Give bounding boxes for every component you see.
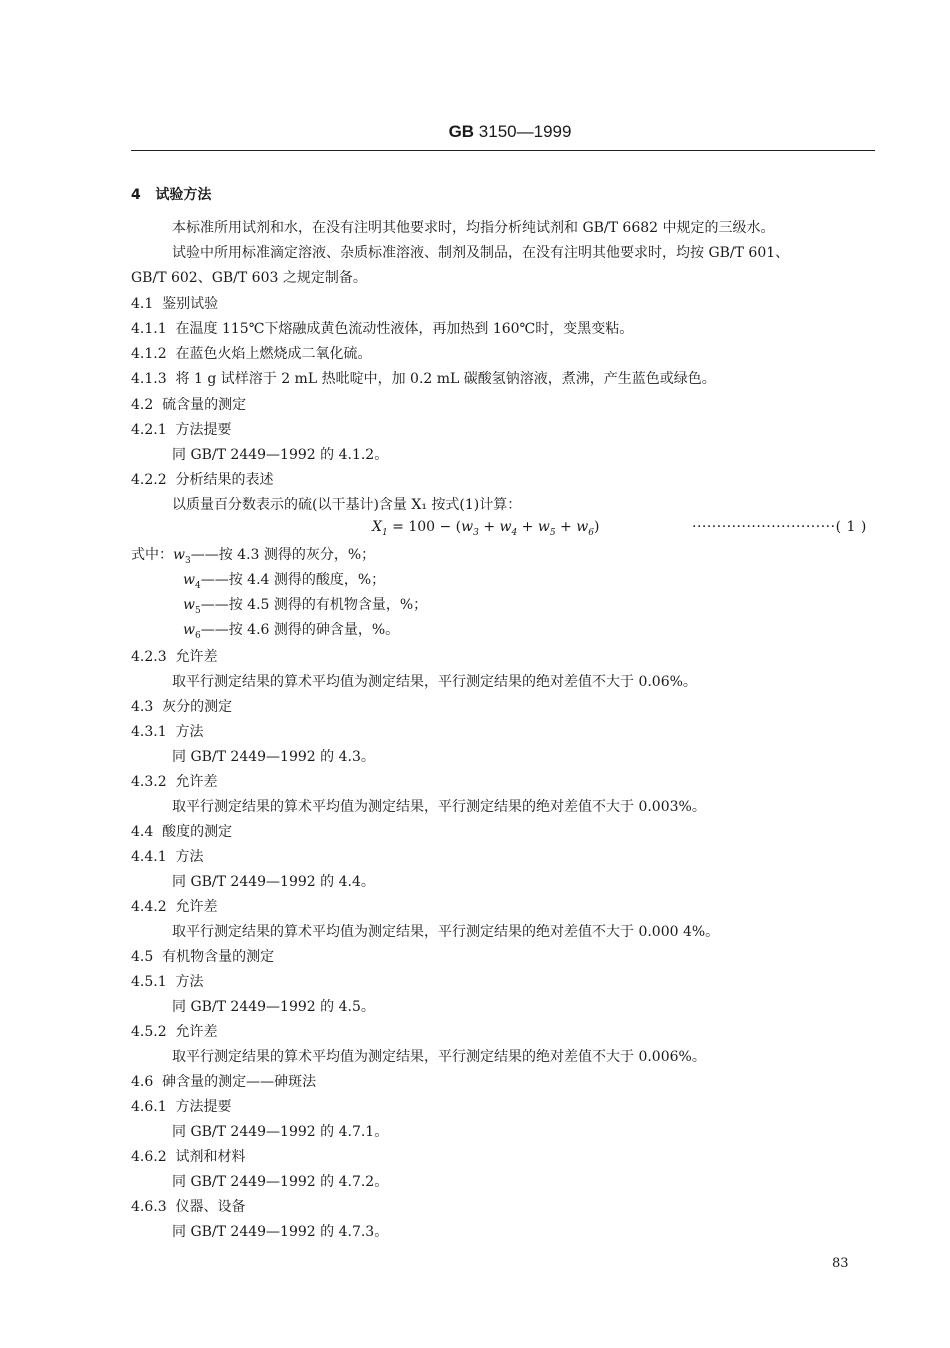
header-rule [131, 150, 875, 151]
clause-4-1-1 [131, 320, 633, 338]
heading-num: 4.3.2 [131, 774, 167, 790]
heading-title: 酸度的测定 [162, 824, 233, 840]
heading-num: 4.6.1 [131, 1099, 167, 1115]
heading-4-5-1 [131, 973, 204, 991]
section-4-heading [131, 186, 211, 204]
where-item-w5: $w_5——$按 4.5 测得的有机物含量，%； [183, 597, 428, 616]
heading-title: 方法提要 [175, 422, 232, 438]
heading-num: 4.4 [131, 824, 154, 840]
heading-title: 试剂和材料 [175, 1149, 246, 1165]
formula-w3-sub: 3 [473, 527, 479, 538]
heading-num: 4.3.1 [131, 724, 167, 740]
heading-title: 方法 [175, 974, 204, 990]
heading-title: 允许差 [175, 649, 218, 665]
formula-dots: ····························· [692, 519, 836, 535]
clause-text: 将 1 g 试样溶于 2 mL 热吡啶中，加 0.2 mL 碳酸氢钠溶液，煮沸，产生蓝色或绿色。 [175, 371, 716, 387]
formula-w5-sub: 5 [549, 527, 556, 538]
intro-line-1: 本标准所用试剂和水，在没有注明其他要求时，均指分析纯试剂和 GB/T 6682 中规定的三级水。 [172, 220, 775, 236]
intro-line-2: 试验中所用标准滴定溶液、杂质标准溶液、制剂及制品，在没有注明其他要求时，均按 GB/T 601、 [172, 245, 790, 261]
heading-4-4-2 [131, 898, 218, 916]
clause-text: 在蓝色火焰上燃烧成二氧化硫。 [175, 346, 372, 362]
heading-num: 4.2.3 [131, 649, 167, 665]
clause-4-2-2-text: 以质量百分数表示的硫(以干基计)含量 X₁ 按式(1)计算： [172, 497, 522, 513]
formula-rhs-start: = 100 − ( [387, 519, 462, 535]
heading-4-6-2 [131, 1148, 246, 1166]
heading-title: 有机物含量的测定 [162, 949, 275, 965]
clause-4-1-2 [131, 345, 372, 363]
heading-num: 4.6.3 [131, 1199, 167, 1215]
var-desc: ——按 4.6 测得的砷含量，%。 [200, 622, 400, 638]
heading-num: 4.1 [131, 296, 154, 312]
formula-leader [692, 519, 867, 535]
heading-title: 仪器、设备 [175, 1199, 246, 1215]
heading-4-2-2 [131, 471, 274, 489]
clause-num: 4.1.2 [131, 346, 167, 362]
clause-4-2-3-text: 取平行测定结果的算术平均值为测定结果，平行测定结果的绝对差值不大于 0.06%。 [172, 674, 697, 690]
heading-num: 4.4.2 [131, 899, 167, 915]
equation-number: ( 1 ) [835, 519, 867, 535]
heading-4-2-3 [131, 648, 218, 666]
heading-4-4-1 [131, 848, 204, 866]
heading-4-5 [131, 948, 274, 966]
where-item-w3: 式中：$w_3——$按 4.3 测得的灰分，%； [131, 547, 376, 566]
var-sub: 4 [194, 580, 201, 591]
heading-num: 4.5.1 [131, 974, 167, 990]
clause-4-3-1-text: 同 GB/T 2449—1992 的 4.3。 [172, 749, 375, 765]
heading-title: 灰分的测定 [162, 699, 233, 715]
heading-title: 鉴别试验 [162, 296, 219, 312]
heading-title: 砷含量的测定——砷斑法 [162, 1074, 317, 1090]
heading-4-3-2 [131, 773, 218, 791]
header-code: 3150—1999 [478, 122, 572, 141]
section-number: 4 [131, 187, 141, 203]
clause-4-4-2-text: 取平行测定结果的算术平均值为测定结果，平行测定结果的绝对差值不大于 0.000 4%。 [172, 924, 720, 940]
formula-lhs: X [372, 519, 382, 535]
var-desc: ——按 4.4 测得的酸度，%； [200, 572, 386, 588]
heading-title: 允许差 [175, 774, 218, 790]
formula-1: $X_1 = 100 - (w_3 + w_4 + w_5 + w_6)$ [372, 519, 600, 538]
heading-4-6-1 [131, 1098, 232, 1116]
clause-4-6-3-text: 同 GB/T 2449—1992 的 4.7.3。 [172, 1224, 389, 1240]
heading-4-6 [131, 1073, 316, 1091]
clause-4-3-2-text: 取平行测定结果的算术平均值为测定结果，平行测定结果的绝对差值不大于 0.003%。 [172, 799, 706, 815]
heading-4-3 [131, 698, 232, 716]
section-title: 试验方法 [155, 187, 212, 203]
formula-w4-sub: 4 [511, 527, 518, 538]
var-sub: 3 [184, 555, 191, 566]
heading-title: 方法提要 [175, 1099, 232, 1115]
heading-num: 4.6.2 [131, 1149, 167, 1165]
clause-num: 4.1.1 [131, 321, 167, 337]
heading-title: 分析结果的表述 [175, 472, 274, 488]
clause-text: 在温度 115℃下熔融成黄色流动性液体，再加热到 160℃时，变黑变粘。 [175, 321, 634, 337]
heading-4-3-1 [131, 723, 204, 741]
heading-4-4 [131, 823, 232, 841]
clause-4-6-2-text: 同 GB/T 2449—1992 的 4.7.2。 [172, 1174, 389, 1190]
clause-4-4-1-text: 同 GB/T 2449—1992 的 4.4。 [172, 874, 375, 890]
heading-4-1 [131, 295, 218, 313]
clause-4-2-1-text: 同 GB/T 2449—1992 的 4.1.2。 [172, 447, 389, 463]
heading-4-6-3 [131, 1198, 246, 1216]
heading-num: 4.5 [131, 949, 154, 965]
where-prefix: 式中： [131, 547, 173, 563]
heading-num: 4.2 [131, 397, 154, 413]
page-number: 83 [832, 1256, 849, 1271]
page-header [0, 122, 950, 142]
heading-num: 4.2.1 [131, 422, 167, 438]
formula-lhs-sub: 1 [381, 527, 388, 538]
clause-4-5-2-text: 取平行测定结果的算术平均值为测定结果，平行测定结果的绝对差值不大于 0.006%。 [172, 1049, 706, 1065]
heading-4-2 [131, 396, 246, 414]
clause-4-6-1-text: 同 GB/T 2449—1992 的 4.7.1。 [172, 1124, 389, 1140]
heading-num: 4.3 [131, 699, 154, 715]
var-desc: ——按 4.5 测得的有机物含量，%； [200, 597, 428, 613]
intro-line-3: GB/T 602、GB/T 603 之规定制备。 [131, 270, 367, 286]
heading-4-5-2 [131, 1023, 218, 1041]
var-desc: ——按 4.3 测得的灰分，%； [190, 547, 376, 563]
where-item-w6: $w_6——$按 4.6 测得的砷含量，%。 [183, 622, 400, 641]
header-prefix: GB [448, 122, 475, 141]
formula-w6-sub: 6 [588, 527, 594, 538]
clause-4-5-1-text: 同 GB/T 2449—1992 的 4.5。 [172, 999, 375, 1015]
heading-num: 4.6 [131, 1074, 154, 1090]
heading-title: 允许差 [175, 899, 218, 915]
heading-num: 4.5.2 [131, 1024, 167, 1040]
heading-title: 方法 [175, 724, 204, 740]
clause-4-1-3 [131, 370, 716, 388]
var-sub: 5 [194, 605, 201, 616]
heading-4-2-1 [131, 421, 232, 439]
heading-title: 硫含量的测定 [162, 397, 247, 413]
heading-title: 允许差 [175, 1024, 218, 1040]
formula-rhs-end: ) [593, 519, 600, 535]
heading-num: 4.2.2 [131, 472, 167, 488]
var-sub: 6 [194, 630, 201, 641]
heading-title: 方法 [175, 849, 204, 865]
where-item-w4: $w_4——$按 4.4 测得的酸度，%； [183, 572, 386, 591]
heading-num: 4.4.1 [131, 849, 167, 865]
clause-num: 4.1.3 [131, 371, 167, 387]
